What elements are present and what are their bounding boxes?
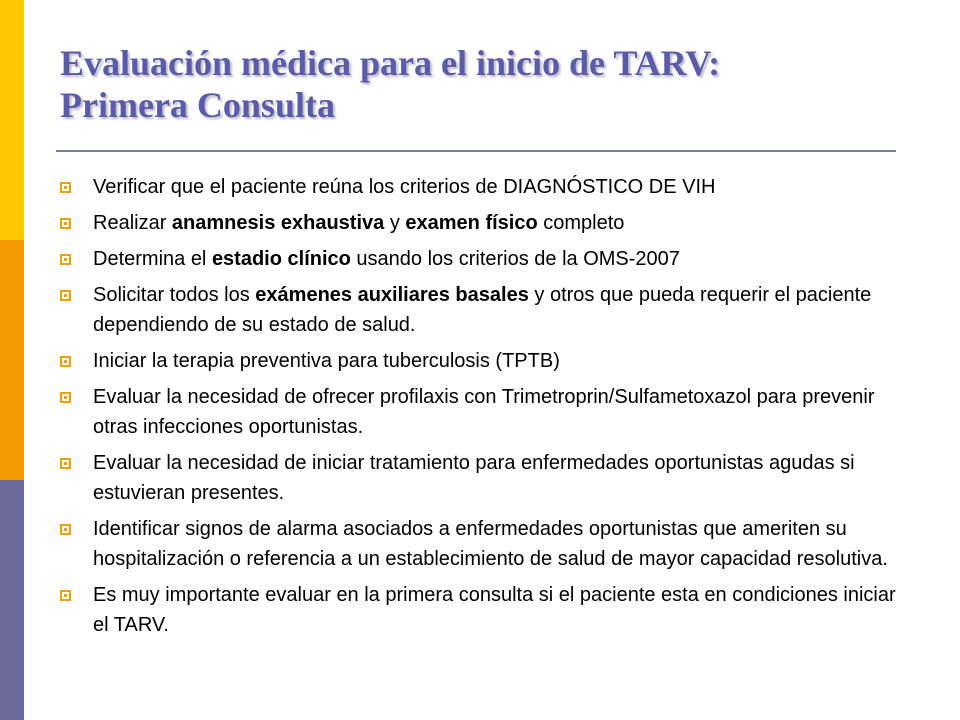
bullet-item-3: [60, 244, 910, 274]
bullet-item-6: [60, 382, 910, 442]
bullet-text-pre: Determina el: [93, 248, 212, 270]
bullet-text: Evaluar la necesidad de iniciar tratamiento para enfermedades oportunistas agudas si estuvieran presentes.: [93, 452, 855, 504]
bullet-item-4: [60, 280, 910, 340]
bullet-text-post: usando los criterios de la OMS-2007: [350, 248, 680, 270]
bullet-text-mid: y: [384, 212, 406, 234]
square-bullet-icon: [60, 182, 71, 193]
bullet-item-8: [60, 514, 910, 574]
bullet-text-pre: Realizar: [93, 212, 172, 234]
bullet-text: Verificar que el paciente reúna los criterios de DIAGNÓSTICO DE VIH: [93, 176, 716, 198]
slide-title-line1: Evaluación médica para el inicio de TARV:: [60, 43, 721, 83]
square-bullet-icon: [60, 392, 71, 403]
bullet-text: Evaluar la necesidad de ofrecer profilaxis con Trimetroprin/Sulfametoxazol para prevenir otras infecciones oportunistas.: [93, 386, 875, 438]
bullet-text: Iniciar la terapia preventiva para tuberculosis (TPTB): [93, 350, 560, 372]
square-bullet-icon: [60, 458, 71, 469]
slide-title: [60, 42, 920, 126]
bullet-item-5: [60, 346, 910, 376]
square-bullet-icon: [60, 218, 71, 229]
bullet-list: [60, 172, 910, 646]
sidebar-accent: [0, 0, 24, 720]
bullet-text: Es muy importante evaluar en la primera consulta si el paciente esta en condiciones iniciar el TARV.: [93, 584, 896, 636]
square-bullet-icon: [60, 290, 71, 301]
slide-title-line2: Primera Consulta: [60, 85, 335, 125]
title-divider: [56, 150, 896, 152]
bullet-text-post: completo: [537, 212, 625, 234]
square-bullet-icon: [60, 254, 71, 265]
bullet-text-post: y otros que pueda requerir el paciente dependiendo de su estado de salud.: [93, 284, 872, 336]
sidebar-purple-block: [0, 480, 24, 720]
square-bullet-icon: [60, 356, 71, 367]
bullet-bold-text: anamnesis exhaustiva: [171, 212, 385, 234]
bullet-bold-text: exámenes auxiliares basales: [255, 284, 529, 306]
sidebar-yellow-block: [0, 0, 24, 240]
sidebar-orange-block: [0, 240, 24, 480]
bullet-item-7: [60, 448, 910, 508]
square-bullet-icon: [60, 590, 71, 601]
bullet-text-pre: Solicitar todos los: [93, 284, 256, 306]
bullet-bold-text: examen físico: [405, 212, 538, 234]
bullet-text: Identificar signos de alarma asociados a enfermedades oportunistas que ameriten su hospitalización o referencia a un establecimiento de salud de mayor capacidad resolutiva.: [93, 518, 888, 570]
bullet-item-2: [60, 208, 910, 238]
bullet-item-1: [60, 172, 910, 202]
bullet-bold-text: estadio clínico: [211, 248, 351, 270]
bullet-item-9: [60, 580, 910, 640]
square-bullet-icon: [60, 524, 71, 535]
